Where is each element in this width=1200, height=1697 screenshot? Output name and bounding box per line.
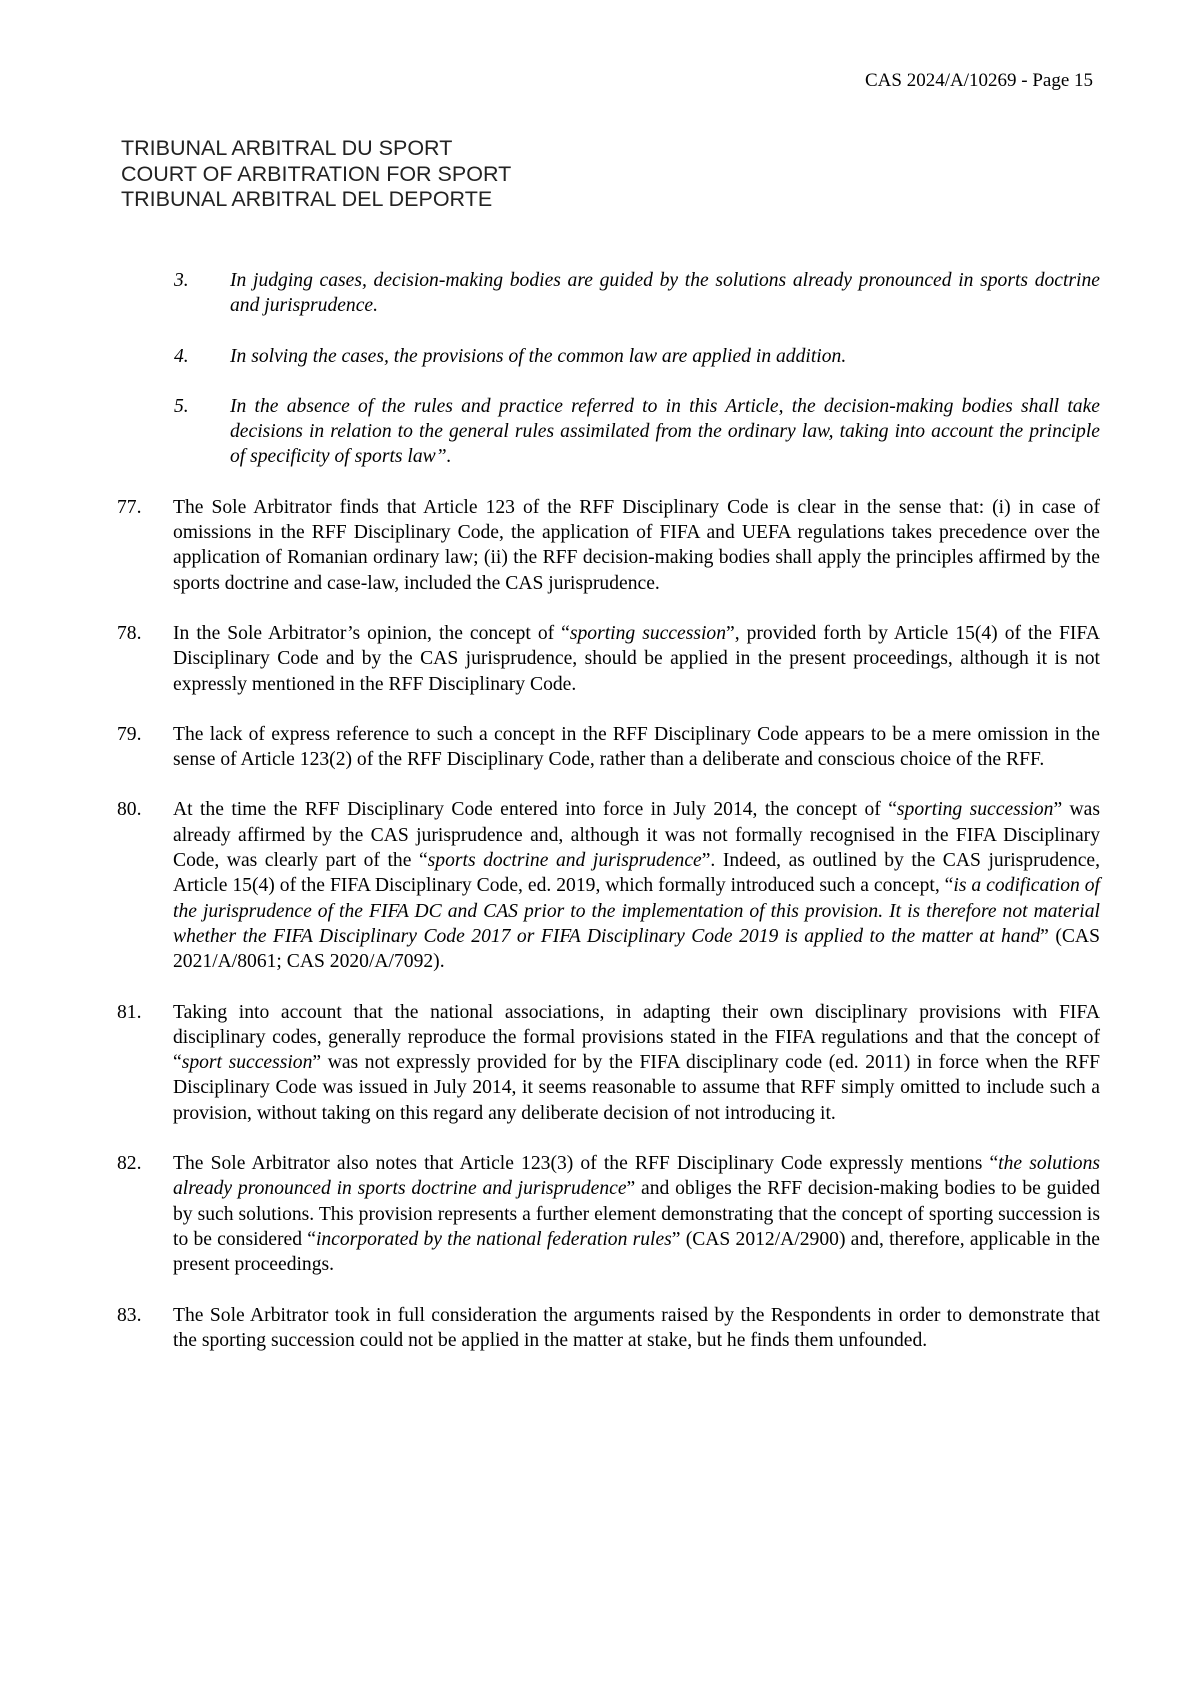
paragraph-number: 80. — [117, 799, 142, 821]
subitem-text: In solving the cases, the provisions of the common law are applied in addition. — [230, 345, 847, 367]
page-reference: CAS 2024/A/10269 - Page 15 — [865, 70, 1093, 91]
paragraph-83 — [117, 1303, 1100, 1354]
tribunal-line-fr: TRIBUNAL ARBITRAL DU SPORT — [121, 136, 453, 160]
paragraph-80 — [117, 797, 1100, 974]
tribunal-line-en: COURT OF ARBITRATION FOR SPORT — [121, 161, 512, 186]
paragraph-text: The lack of express reference to such a concept in the RFF Disciplinary Code appears to be a mere omission in the sense of Article 123(2) of the RFF Disciplinary Code, rather than a deliberate and conscious choice of the RFF. — [173, 723, 1100, 771]
paragraph-number: 77. — [117, 496, 142, 518]
paragraph-number: 82. — [117, 1153, 142, 1175]
subitem-number: 5. — [174, 395, 189, 417]
quoted-subitem-5 — [174, 394, 1100, 470]
subitem-number: 3. — [174, 270, 189, 291]
paragraph-text: Taking into account that the national associations, in adapting their own disciplinary provisions with FIFA disciplinary codes, generally reproduce the formal provisions stated in the FIFA regulations and that the concept of “sport succession” was not expressly provided for by the FIFA disciplinary code (ed. 2011) in force when the RFF Disciplinary Code was issued in July 2014, it seems reasonable to assume that RFF simply omitted to include such a provision, without taking on this regard any deliberate decision of not introducing it. — [173, 1001, 1100, 1124]
paragraph-text: The Sole Arbitrator also notes that Article 123(3) of the RFF Disciplinary Code expressly mentions “the solutions already pronounced in sports doctrine and jurisprudence” and obliges the RFF decision-making bodies to be guided by such solutions. This provision represents a further element demonstrating that the concept of sporting succession is to be considered “incorporated by the national federation rules” (CAS 2012/A/2900) and, therefore, applicable in the present proceedings. — [173, 1153, 1101, 1276]
quoted-subitem-3 — [174, 268, 1100, 319]
paragraph-number: 81. — [117, 1001, 142, 1023]
paragraph-82 — [117, 1151, 1101, 1277]
document-body — [0, 268, 1200, 1353]
paragraph-number: 78. — [117, 622, 142, 644]
subitem-number: 4. — [174, 345, 189, 367]
subitem-text: In the absence of the rules and practice referred to in this Article, the decision-making bodies shall take decisions in relation to the general rules assimilated from the ordinary law, taking into account the principle of specificity of sports law”. — [230, 395, 1100, 468]
paragraph-81 — [117, 1000, 1100, 1126]
paragraph-number: 79. — [117, 723, 142, 745]
paragraph-79 — [117, 722, 1100, 773]
paragraph-text: At the time the RFF Disciplinary Code entered into force in July 2014, the concept of “sporting succession” was already affirmed by the CAS jurisprudence and, although it was not formally recognised in the FIFA Disciplinary Code, was clearly part of the “sports doctrine and jurisprudence”. Indeed, as outlined by the CAS jurisprudence, Article 15(4) of the FIFA Disciplinary Code, ed. 2019, which formally introduced such a concept, “is a codification of the jurisprudence of the FIFA DC and CAS prior to the implementation of this provision. It is therefore not material whether the FIFA Disciplinary Code 2017 or FIFA Disciplinary Code 2019 is applied to the matter at hand” (CAS 2021/A/8061; CAS 2020/A/7092). — [173, 799, 1100, 973]
paragraph-78 — [117, 621, 1100, 697]
paragraph-77 — [117, 495, 1100, 596]
paragraph-text: The Sole Arbitrator finds that Article 123 of the RFF Disciplinary Code is clear in the sense that: (i) in case of omissions in the RFF Disciplinary Code, the application of FIFA and UEFA regulations takes precedence over the application of Romanian ordinary law; (ii) the RFF decision-making bodies shall apply the principles affirmed by the sports doctrine and case-law, included the CAS jurisprudence. — [173, 496, 1100, 594]
subitem-text: In judging cases, decision-making bodies are guided by the solutions already pronounced in sports doctrine and jurisprudence. — [230, 270, 1100, 317]
tribunal-header — [121, 136, 511, 213]
paragraph-text: In the Sole Arbitrator’s opinion, the concept of “sporting succession”, provided forth by Article 15(4) of the FIFA Disciplinary Code and by the CAS jurisprudence, should be applied in the present proceedings, although it is not expressly mentioned in the RFF Disciplinary Code. — [173, 622, 1100, 695]
quoted-subitem-4 — [174, 344, 1100, 369]
paragraph-number: 83. — [117, 1304, 142, 1326]
tribunal-line-es: TRIBUNAL ARBITRAL DEL DEPORTE — [121, 187, 493, 211]
paragraph-text: The Sole Arbitrator took in full consideration the arguments raised by the Respondents in order to demonstrate that the sporting succession could not be applied in the matter at stake, but he finds them unfounded. — [173, 1304, 1100, 1351]
